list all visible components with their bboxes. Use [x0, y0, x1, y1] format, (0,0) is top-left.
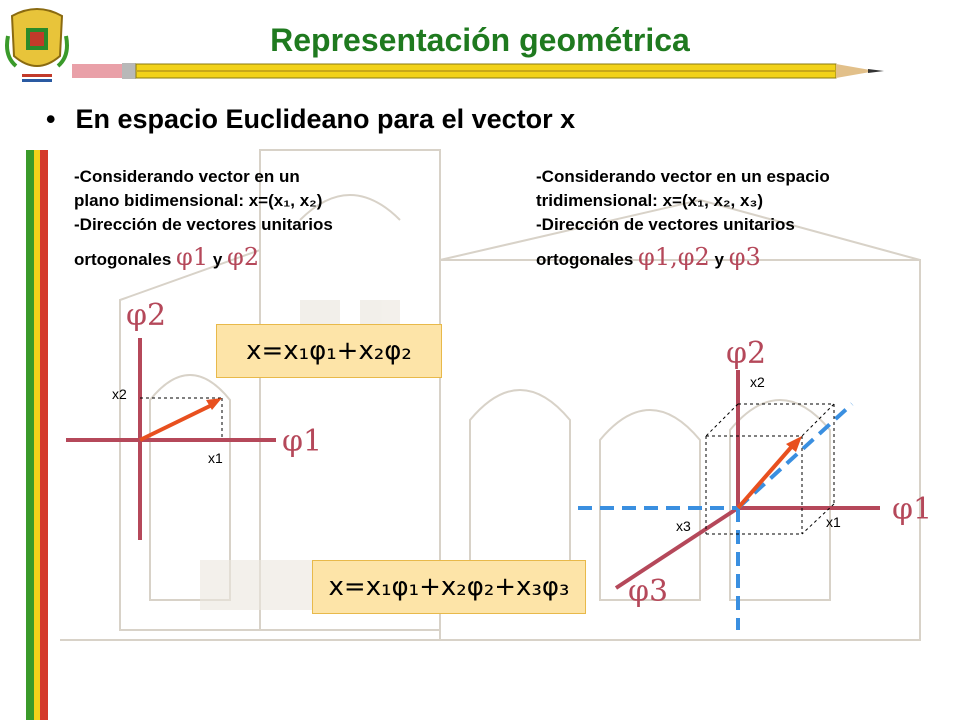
label-phi2-2d: φ2 — [126, 298, 167, 333]
left-ortogonales: ortogonales — [74, 250, 172, 269]
left-line-2: plano bidimensional: x=(x₁, x₂) — [74, 191, 323, 210]
formula-3d-box — [312, 560, 586, 614]
right-phi-list: φ1,φ2 — [638, 243, 710, 271]
label-phi1-2d: φ1 — [282, 424, 323, 459]
formula-2d: x=x₁φ₁+x₂φ₂ — [246, 336, 412, 366]
slide-title: Representación geométrica — [270, 22, 690, 58]
left-phi-1: φ1 — [176, 243, 209, 271]
label-x2-3d: x2 — [750, 374, 765, 390]
left-line-1: -Considerando vector en un — [74, 167, 300, 186]
label-x1-2d: x1 — [208, 450, 223, 466]
diagram-3d — [578, 370, 880, 630]
right-line-3: -Dirección de vectores unitarios — [536, 215, 795, 234]
label-phi1-3d: φ1 — [892, 492, 933, 527]
bullet-text: En espacio Euclideano para el vector x — [75, 104, 576, 134]
formula-3d: x=x₁φ₁+x₂φ₂+x₃φ₃ — [328, 572, 570, 602]
label-x1-3d: x1 — [826, 514, 841, 530]
left-line-3: -Dirección de vectores unitarios — [74, 215, 333, 234]
bullet-heading: • En espacio Euclideano para el vector x — [46, 104, 576, 134]
vector-3d — [738, 444, 794, 508]
left-phi-2: φ2 — [227, 243, 260, 271]
vector-2d — [140, 404, 214, 440]
right-line-2: tridimensional: x=(x₁, x₂, x₃) — [536, 191, 763, 210]
dashed-axis-diagonal — [738, 404, 852, 508]
right-ortogonales: ortogonales — [536, 250, 634, 269]
left-conj: y — [212, 250, 223, 269]
label-phi3-3d: φ3 — [628, 574, 669, 609]
right-phi-3: φ3 — [728, 243, 761, 271]
formula-2d-box — [216, 324, 442, 378]
right-conj: y — [714, 250, 725, 269]
label-x2-2d: x2 — [112, 386, 127, 402]
label-phi2-3d: φ2 — [726, 336, 767, 371]
right-line-1: -Considerando vector en un espacio — [536, 167, 830, 186]
label-x3-3d: x3 — [676, 518, 691, 534]
